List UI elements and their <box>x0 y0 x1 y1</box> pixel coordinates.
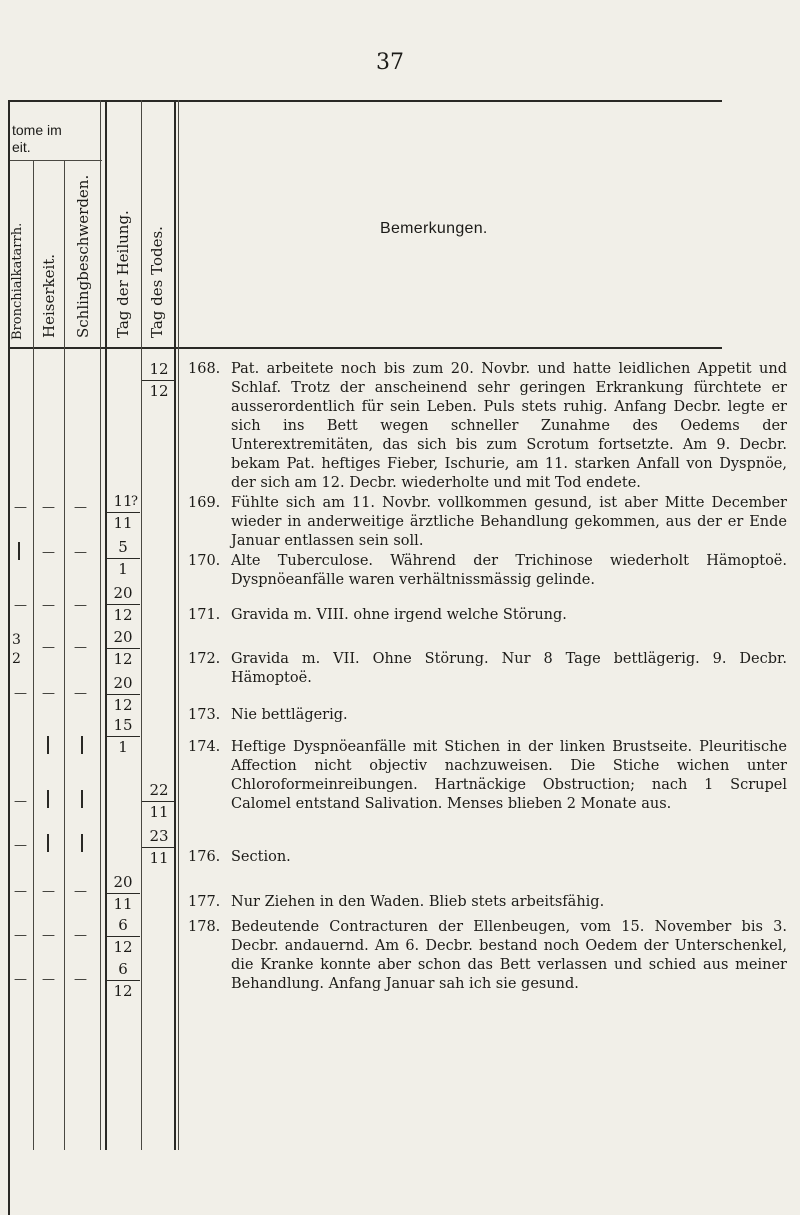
remark-number: 171. <box>188 607 221 623</box>
mark-dash: — <box>42 884 55 899</box>
mark-dash: — <box>74 545 87 560</box>
mark-dash: — <box>74 686 87 701</box>
date-numerator: 23 <box>142 829 176 848</box>
date-denominator: 11 <box>113 514 133 532</box>
mark-bar <box>47 736 49 754</box>
mark-dash: — <box>14 884 27 899</box>
col-header-bronchialkatarrh: Bronchialkatarrh. <box>10 222 25 340</box>
col-header-tag-todes: Tag des Todes. <box>148 226 166 338</box>
remark-text: Fühlte sich am 11. Novbr. vollkommen gesund, ist aber Mitte December wieder in anderweitige ärztliche Behandlung gekommen, aus der er Ende Januar entlassen sein soll. <box>231 495 787 549</box>
date-denominator: 11 <box>113 895 133 913</box>
remark-number: 170. <box>188 553 221 569</box>
date-numerator: 20 <box>106 875 140 894</box>
date-179-heilung <box>106 962 140 999</box>
col-rule-3 <box>100 100 101 1150</box>
remark-text: Pat. arbeitete noch bis zum 20. Novbr. und hatte leidlichen Appetit und Schlaf. Trotz der anscheinend sehr geringen Erkrankung fürchtete er ausserordentlich für sein Leben. Puls stets ruhig. Anfang Decbr. legte er sich ins Bett wegen schneller Zunahme des Oedems der Unterextremitäten, das sich bis zum Scrotum fortsetzte. Am 9. Decbr. bekam Pat. heftiges Fieber, Ischurie, am 11. starken Anfall von Dyspnöe, der sich am 12. Decbr. wiederholte und mit Tod endete. <box>231 361 787 491</box>
date-denominator: 12 <box>113 938 133 956</box>
mark-bar <box>47 790 49 808</box>
mark-dash: — <box>42 972 55 987</box>
remark-text: Nie bettlägerig. <box>231 707 348 723</box>
mark-dash: — <box>14 972 27 987</box>
remark-text: Gravida m. VII. Ohne Störung. Nur 8 Tage bettlägerig. 9. Decbr. Hämoptoë. <box>231 651 787 686</box>
mark-bar <box>81 790 83 808</box>
mark-dash: — <box>14 686 27 701</box>
mark-dash: — <box>42 686 55 701</box>
mark-dash: — <box>74 884 87 899</box>
group-title: tome im eit. <box>12 122 62 155</box>
remark-number: 174. <box>188 739 221 755</box>
left-margin-number: 2 <box>12 651 21 667</box>
mark-dash: — <box>74 640 87 655</box>
remark-number: 176. <box>188 849 221 865</box>
date-numerator: 20 <box>106 630 140 649</box>
remark-text: Gravida m. VIII. ohne irgend welche Störung. <box>231 607 567 623</box>
mark-bar <box>47 834 49 852</box>
mark-dash: — <box>42 640 55 655</box>
date-numerator: 12 <box>142 362 176 381</box>
mark-dash: — <box>14 598 27 613</box>
col-header-heiserkeit: Heiserkeit. <box>40 253 58 338</box>
remark-number: 172. <box>188 651 221 667</box>
mark-dash: — <box>42 500 55 515</box>
date-176-todes <box>142 829 176 866</box>
mark-bar <box>81 834 83 852</box>
col-rule-5 <box>141 100 142 1150</box>
date-denominator: 1 <box>118 738 128 756</box>
remark-number: 168. <box>188 361 221 377</box>
col-header-schlingbeschwerden: Schlingbeschwerden. <box>74 174 92 338</box>
date-denominator: 12 <box>113 982 133 1000</box>
mark-bar <box>81 736 83 754</box>
date-numerator: 11 <box>106 494 140 513</box>
remark-text: Nur Ziehen in den Waden. Blieb stets arbeitsfähig. <box>231 894 605 910</box>
date-168-todes <box>142 362 176 399</box>
remark-text: Heftige Dyspnöeanfälle mit Stichen in der linken Brustseite. Pleuritische Affection nicht objectiv nachzuweisen. Die Stiche wichen unter Chloroformeinreibungen. Hartnäckige Obstruction; nach 1 Scrupel Calomel entstand Salivation. Menses blieben 2 Monate aus. <box>231 739 787 812</box>
remark-number: 173. <box>188 707 221 723</box>
mark-bar <box>18 542 20 560</box>
mark-dash: — <box>42 598 55 613</box>
date-numerator: 15 <box>106 718 140 737</box>
remark-text: Alte Tuberculose. Während der Trichinose wiederholt Hämoptoë. Dyspnöeanfälle waren verhältnissmässig gelinde. <box>231 553 787 588</box>
date-178-heilung <box>106 918 140 955</box>
remark-number: 178. <box>188 919 221 935</box>
date-numerator: 5 <box>106 540 140 559</box>
col-rule-2 <box>64 160 65 1150</box>
left-margin-number: 3 <box>12 632 21 648</box>
date-175-todes <box>142 783 176 820</box>
col-rule-7 <box>178 100 179 1150</box>
page-number: 37 <box>376 50 404 75</box>
date-denominator: 12 <box>149 382 169 400</box>
mark-dash: — <box>42 928 55 943</box>
mark-dash: — <box>14 838 27 853</box>
remark-number: 169. <box>188 495 221 511</box>
mark-dash: — <box>74 598 87 613</box>
date-177-heilung <box>106 875 140 912</box>
date-denominator: 12 <box>113 696 133 714</box>
date-170-heilung <box>106 540 140 577</box>
date-denominator: 12 <box>113 606 133 624</box>
col-rule-6 <box>174 100 176 1150</box>
date-169-uncertain-mark: ? <box>131 494 138 509</box>
date-numerator: 6 <box>106 918 140 937</box>
mark-dash: — <box>74 972 87 987</box>
date-denominator: 11 <box>149 803 169 821</box>
date-denominator: 11 <box>149 849 169 867</box>
mark-dash: — <box>74 928 87 943</box>
date-numerator: 22 <box>142 783 176 802</box>
remark-number: 177. <box>188 894 221 910</box>
date-171-heilung <box>106 586 140 623</box>
date-numerator: 20 <box>106 676 140 695</box>
date-denominator: 1 <box>118 560 128 578</box>
mark-dash: — <box>42 545 55 560</box>
mark-dash: — <box>14 500 27 515</box>
mark-dash: — <box>14 794 27 809</box>
header-bottom-rule <box>10 347 722 349</box>
col-header-bemerkungen: Bemerkungen. <box>380 220 488 237</box>
date-172-heilung <box>106 630 140 667</box>
table-top-rule <box>10 100 722 102</box>
group-subrule <box>10 160 102 161</box>
date-174-heilung <box>106 718 140 755</box>
date-numerator: 20 <box>106 586 140 605</box>
remark-text: Bedeutende Contracturen der Ellenbeugen, vom 15. November bis 3. Decbr. andauernd. Am 6. Decbr. bestand noch Oedem der Unterschenkel, die Kranke konnte aber schon das Bett verlassen und schied aus meiner Behandlung. Anfang Januar sah ich sie gesund. <box>231 919 787 992</box>
remark-text: Section. <box>231 849 291 865</box>
date-denominator: 12 <box>113 650 133 668</box>
date-numerator: 6 <box>106 962 140 981</box>
col-header-tag-heilung: Tag der Heilung. <box>114 210 132 338</box>
mark-dash: — <box>14 928 27 943</box>
col-rule-1 <box>33 160 34 1150</box>
date-173-heilung <box>106 676 140 713</box>
mark-dash: — <box>74 500 87 515</box>
